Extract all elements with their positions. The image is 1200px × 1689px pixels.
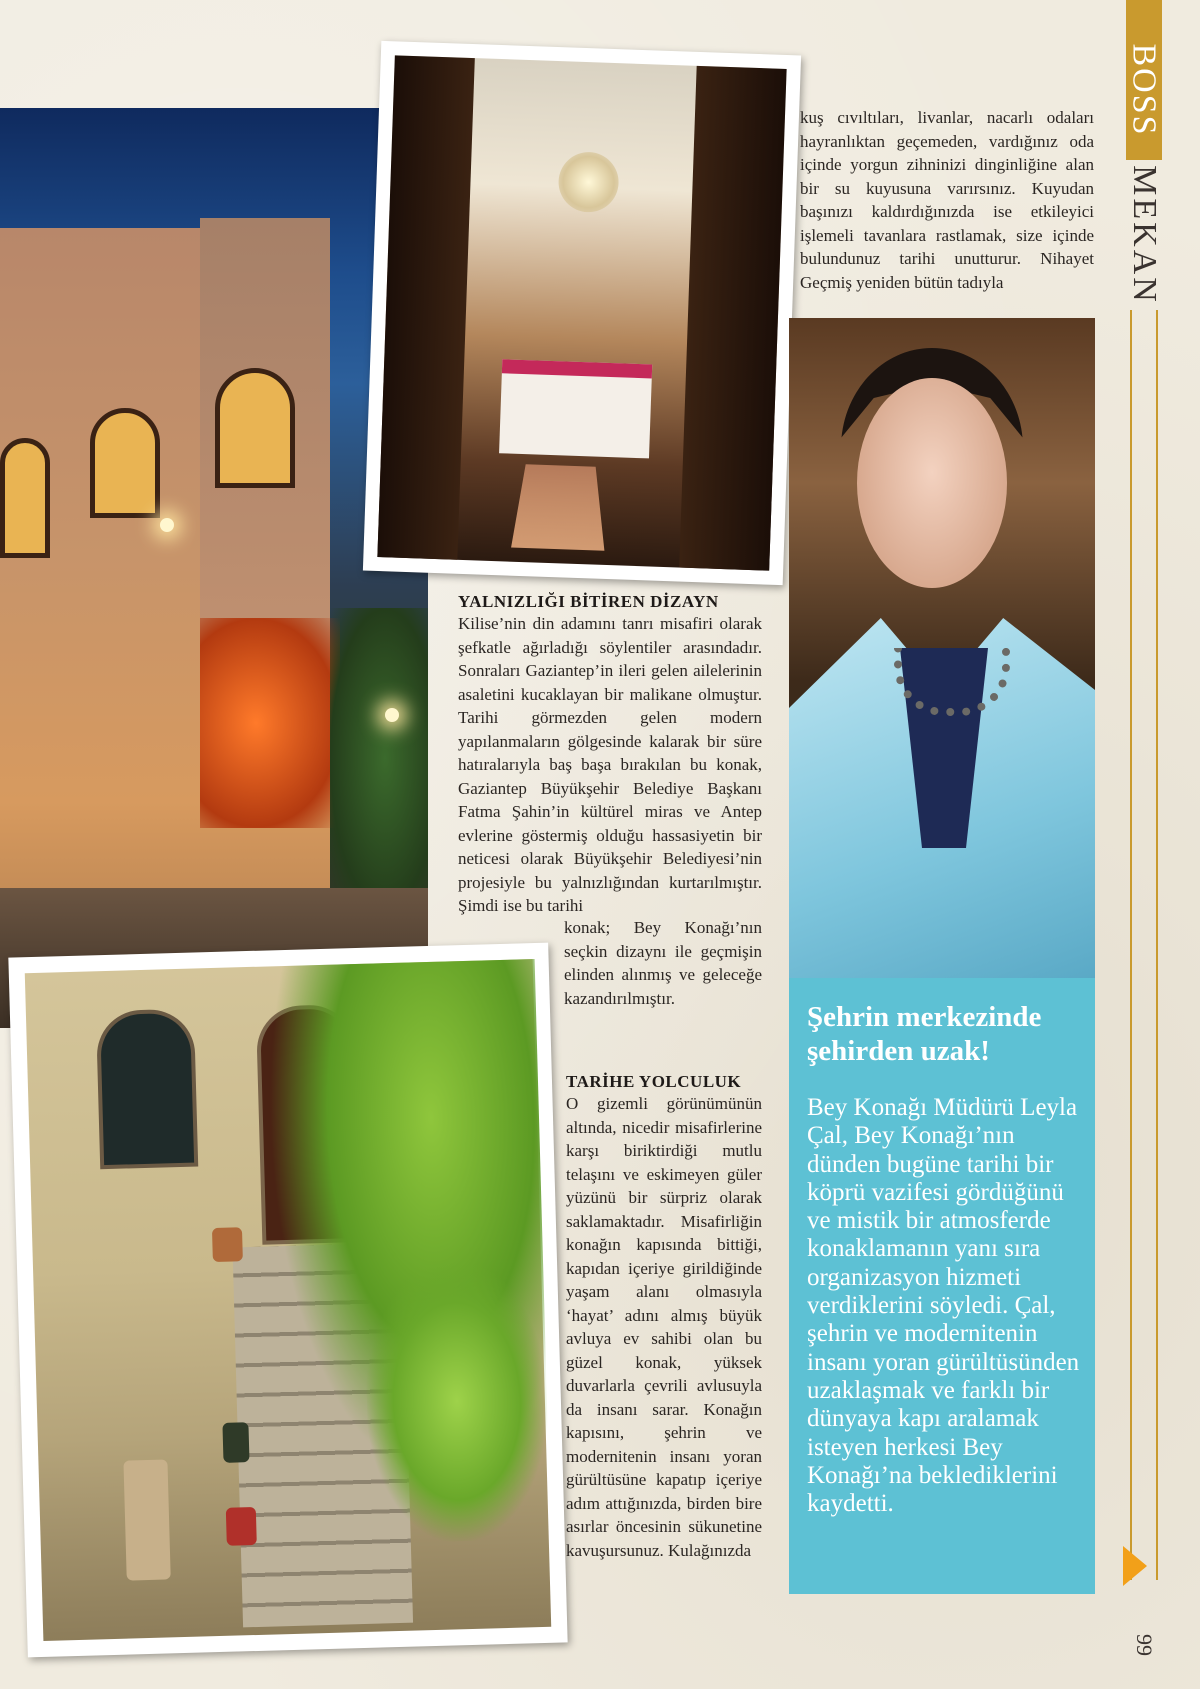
section-design bbox=[458, 592, 762, 918]
brand-label: BOSS bbox=[1126, 43, 1163, 137]
divider-line bbox=[1156, 310, 1158, 1580]
section-heading: YALNIZLIĞI BİTİREN DİZAYN bbox=[458, 592, 719, 611]
courtyard-photo bbox=[25, 959, 551, 1641]
section-journey bbox=[566, 1072, 762, 1562]
section-paragraph: Kilise’nin din adamını tanrı misafiri olarak şefkatle ağırladığı söylentiler arasındadır. Sonraları Gaziantep’in ileri gelen ailelerinin asaletini kucaklayan bir malikane olmuştur. Tarihi görmezden gelen modern yapılanmaların gölgesinde kalarak bir süre hatıralarıyla baş başa bırakılan bu konak, Gaziantep Büyükşehir Belediye Başkanı Fatma Şahin’in kültürel miras ve Antep evlerine göstermiş olduğu hassasiyetin bir neticesi olarak Büyükşehir Belediyesi’nin projesiyle bu yalnızlığından kurtarılmıştır. Şimdi ise bu tarihi bbox=[458, 614, 762, 915]
pull-quote-title: Şehrin merkezinde şehirden uzak! bbox=[807, 1001, 1042, 1067]
intro-paragraph: kuş cıvıltıları, livanlar, nacarlı odaları hayranlıktan geçemeden, vardığınız oda içinde yorgun zihninizi dinginliğine alan bir su kuyusuna varırsınız. Kuyudan başınızı kaldırdığınızda ise etkileyici işlemeli tavanlara rastlamak, size içinde bulundunuz tarihi unutturur. Nihayet Geçmiş yeniden bütün tadıyla bbox=[800, 108, 1094, 292]
continue-arrow-icon bbox=[1123, 1546, 1147, 1586]
pull-quote-body: Bey Konağı Müdürü Leyla Çal, Bey Konağı’nın dünden bugüne tarihi bir köprü vazifesi gördüğünü ve mistik bir atmosferde konaklamanın yanı sıra organizasyon hizmeti verdiklerini söyledi. Çal, şehrin ve modernitenin insanı yoran gürültüsünden uzaklaşmak ve farklı bir dünyaya kapı aralamak isteyen herkesi Bey Konağı’na beklediklerini kaydetti. bbox=[807, 1094, 1080, 1518]
room-photo-frame bbox=[363, 41, 801, 585]
manager-portrait-photo bbox=[789, 318, 1095, 978]
section-heading: TARİHE YOLCULUK bbox=[566, 1072, 742, 1091]
courtyard-photo-frame bbox=[8, 943, 567, 1658]
section-paragraph: O gizemli görünümünün altında, nicedir misafirlerine karşı biriktirdiği mutlu telaşını ve eskimeyen güler yüzünü bir sürpriz olarak saklamaktadır. Misafirliğin konağın kapısında bittiği, kapıdan içeriye girildiğinde yaşam alanı olmasıyla ‘hayat’ adını almış büyük avluya ev sahibi olan bu güzel konak, yüksek duvarlarla çevrili avlusuyla da insanı sarar. Konağın kapısını, şehrin ve modernitenin insanı yoran gürültüsüne kapatıp içeriye adım attığınızda, birden bire asırlar öncesinin sükunetine kavuşursunuz. Kulağınızda bbox=[566, 1094, 762, 1560]
section-label: MEKAN bbox=[1126, 165, 1164, 305]
pull-quote-box bbox=[789, 978, 1095, 1594]
room-photo bbox=[377, 55, 786, 570]
section-paragraph-continued: konak; Bey Konağı’nın seçkin dizaynı ile geçmişin elinden alınmış ve geleceğe kazandırılmıştır. bbox=[564, 918, 762, 1008]
page-number: 99 bbox=[1132, 1634, 1157, 1656]
divider-line bbox=[1130, 310, 1132, 1580]
